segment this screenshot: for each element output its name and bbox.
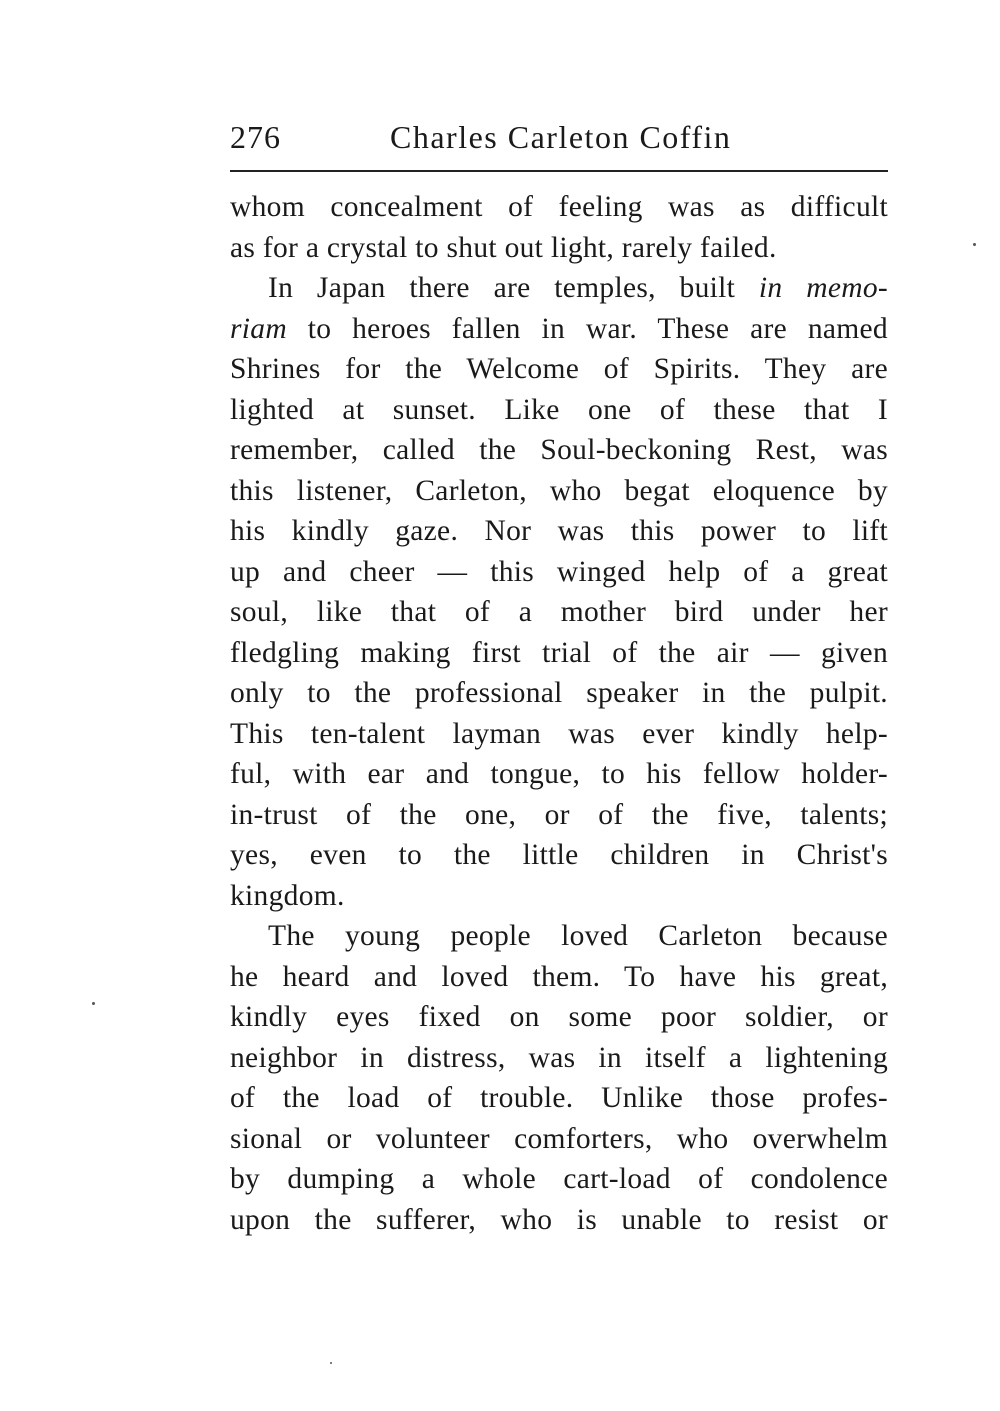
text-segment: to heroes fallen in war. These are named: [307, 312, 888, 345]
text-line: yes, even to the little children in Christ's: [230, 839, 888, 871]
text-line: whom concealment of feeling was as difficult: [230, 191, 888, 223]
scan-speck: [92, 1002, 95, 1005]
scan-speck: [330, 1362, 332, 1364]
text-line: his kindly gaze. Nor was this power to lift: [230, 515, 888, 547]
text-segment: In Japan there are temples, built: [268, 272, 736, 304]
text-line: fledgling making first trial of the air — given: [230, 636, 888, 669]
text-line: kindly eyes fixed on some poor soldier, or: [230, 1001, 888, 1033]
text-line: as for a crystal to shut out light, rarely failed.: [230, 231, 777, 264]
text-line: sional or volunteer comforters, who overwhelm: [230, 1122, 888, 1155]
page-header: [230, 112, 888, 162]
text-line: This ten-talent layman was ever kindly help-: [230, 717, 888, 750]
text-line: kingdom.: [230, 879, 345, 912]
text-line: lighted at sunset. Like one of these that I: [230, 393, 888, 426]
text-line: upon the sufferer, who is unable to resist or: [230, 1203, 888, 1236]
scan-speck: [973, 243, 976, 246]
text-line: in-trust of the one, or of the five, talents;: [230, 798, 888, 831]
italic-text: in memo-: [758, 272, 888, 304]
text-line: [230, 309, 888, 350]
text-line: up and cheer — this winged help of a great: [230, 555, 888, 588]
text-line: neighbor in distress, was in itself a lightening: [230, 1041, 888, 1074]
text-line: this listener, Carleton, who begat eloquence by: [230, 474, 888, 507]
italic-text: riam: [230, 312, 287, 345]
text-line: [230, 268, 888, 309]
text-line: remember, called the Soul-beckoning Rest, was: [230, 434, 888, 466]
body-text: [230, 187, 888, 1240]
text-line: of the load of trouble. Unlike those profes-: [230, 1082, 888, 1114]
header-rule: [230, 170, 888, 172]
running-head: Charles Carleton Coffin: [390, 119, 732, 155]
text-line: soul, like that of a mother bird under her: [230, 596, 888, 628]
text-line: only to the professional speaker in the pulpit.: [230, 677, 888, 709]
text-line: he heard and loved them. To have his great,: [230, 960, 888, 993]
text-line: ful, with ear and tongue, to his fellow holder-: [230, 758, 888, 790]
text-line: The young people loved Carleton because: [268, 920, 888, 952]
page-number: 276: [230, 119, 281, 155]
text-line: by dumping a whole cart-load of condolence: [230, 1163, 888, 1195]
text-line: Shrines for the Welcome of Spirits. They are: [230, 353, 888, 385]
